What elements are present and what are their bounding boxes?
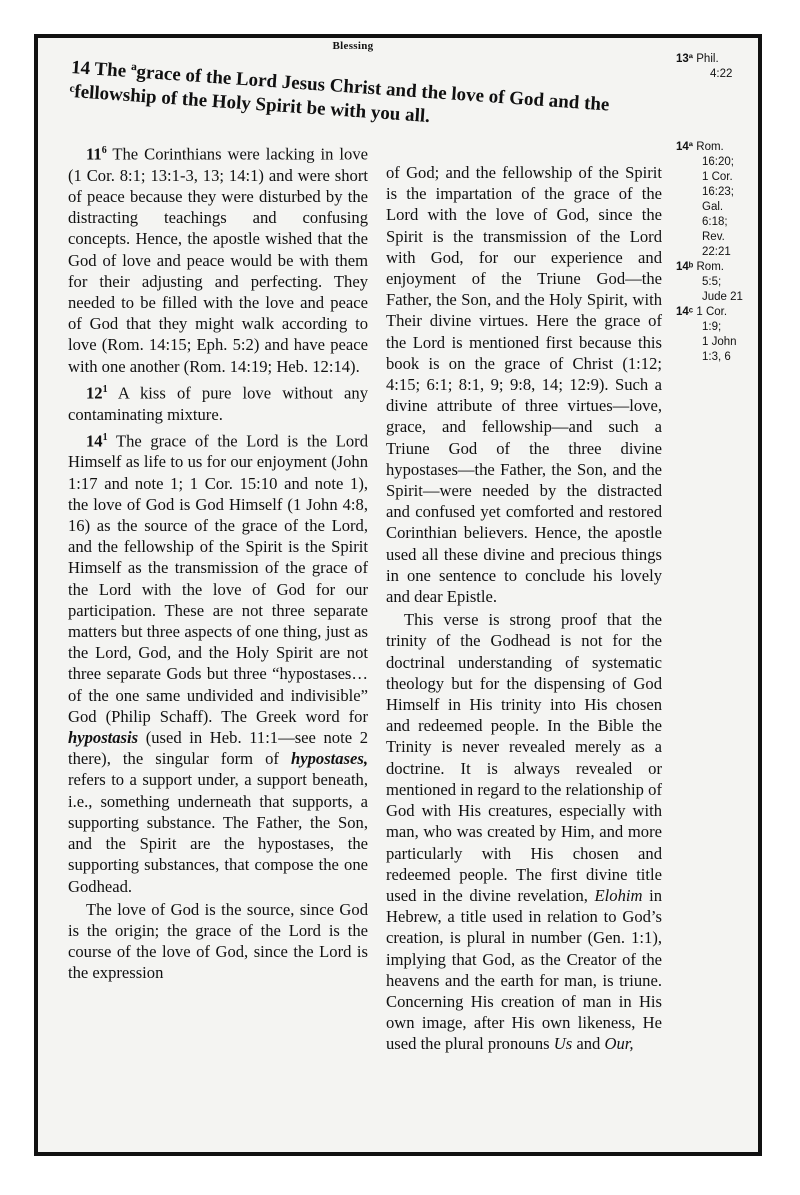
note-text: in Hebrew, a title used in relation to God’s creation, is plural in number (Gen. 1:1), implying that God, as the Creator of the heavens and the earth for man, is triune. Concerning His creation of man in His own image, after His own likeness, He used the plural pronouns: [386, 885, 662, 1054]
note-text: refers to a support under, a support beneath, i.e., something underneath that supports, a supporting substance. The Father, the Son, and the Spirit are the hypostases, the supporting substances, that compose the one Godhead.: [68, 770, 368, 896]
right-column: [386, 162, 662, 1055]
note-text: The love of God is the source, since God is the origin; the grace of the Lord is the course of the love of God, since the Lord is the expression: [68, 899, 368, 983]
note-14-1-trinity: [386, 609, 662, 1054]
note-14-1: [68, 427, 368, 897]
margin-ref-line: Rom.: [696, 261, 724, 273]
margin-ref-line: Rom.: [696, 141, 724, 153]
margin-ref-label: 14ª: [676, 141, 694, 153]
running-note: [48, 40, 658, 52]
italic-term: Us: [553, 1034, 573, 1054]
italic-term: Elohim: [594, 885, 643, 905]
note-12-1: [68, 379, 368, 425]
note-14-1-cont-right: [386, 162, 662, 607]
margin-ref-line: Gal.: [702, 201, 724, 213]
margin-ref-14c: [676, 305, 756, 365]
margin-ref-line: 1 Cor.: [696, 306, 728, 318]
note-text: The grace of the Lord is the Lord Himself as life to us for our enjoyment (John 1:17 and note 1; 1 Cor. 15:10 and note 1), the love of God is God Himself (1 John 4:8, 16) as the source of the grace of the Lord, and the fellowship of the Spirit is the Spirit Himself as the transmission of the grace of the Lord with the love of God for our participation. These are not three separate matters but three aspects of one thing, just as the Lord, God, and the Holy Spirit are not three separate Gods but three “hypostases… of the one same undivided and indivisible” God (Philip Schaff). The Greek word for: [68, 431, 369, 726]
note-text: A kiss of pure love without any contaminating mixture.: [68, 383, 368, 424]
margin-ref-line: 1:3, 6: [702, 351, 731, 363]
margin-ref-line: 1 Cor.: [702, 171, 733, 183]
margin-ref-line: 16:23;: [702, 186, 734, 198]
margin-ref-line: 22:21: [702, 246, 731, 258]
margin-ref-label: 13ª: [676, 53, 694, 65]
margin-ref-line: 16:20;: [702, 156, 734, 168]
margin-refs-top: [676, 52, 756, 82]
note-text: of God; and the fellowship of the Spirit is the impartation of the grace of the Lord with the love of God, since the Spirit is the transmission of the Lord with God, for our experience and enjoyment of the Triune God—the Father, the Son, and the Holy Spirit, with Their divine virtues. Here the grace of the Lord is mentioned first because this book is on the grace of Christ (1:12; 4:15; 6:1; 8:1, 9; 9:8, 14; 12:9). Such a divine attribute of three virtues—love, grace, and fellowship—and such a Triune God of the three divine hypostases—the Father, the Son, and the Spirit—were needed by the distracted and confused yet comforted and restored Corinthian believers. Hence, the apostle used all these divine and precious things in one sentence to conclude his lovely and dear Epistle.: [386, 163, 662, 607]
margin-ref-label: 14ᵇ: [676, 261, 694, 273]
margin-ref-14a: [676, 140, 756, 260]
note-text: (used in Heb. 11:1—see note 2 there), the singular form of: [68, 728, 368, 769]
margin-ref-line: Rev.: [702, 231, 725, 243]
note-sup: 1: [102, 431, 108, 443]
note-text: The Corinthians were lacking in love (1 Cor. 8:1; 13:1-3, 13; 14:1) and were short of peace because they were disturbed by the distracting teachings and confusing concepts. Hence, the apostle wished that the God of love and peace would be with them for their adjusting and perfecting. They needed to be filled with the love and peace of God that they might walk according to love (Rom. 14:15; Eph. 5:2) and have peace with one another (Rom. 14:19; Heb. 12:14).: [68, 144, 368, 376]
margin-ref-line: 1:9;: [702, 321, 722, 333]
italic-term: hypostasis: [68, 728, 139, 748]
margin-ref-14b: [676, 260, 756, 305]
margin-ref-label: 14ᶜ: [676, 306, 694, 318]
margin-refs-main: [676, 140, 756, 365]
note-text: This verse is strong proof that the trinity of the Godhead is not for the doctrinal understanding of systematic theology but for the dispensing of God Himself in His trinity into His chosen and redeemed people. In the Bible the Trinity is never revealed merely as a doctrine. It is always revealed or mentioned in regard to the relationship of God with His creatures, especially with man, who was created by Him, and more particularly with His chosen and redeemed people. The first divine title used in the divine revelation,: [386, 610, 662, 905]
verse-text: 14 The ªgrace of the Lord Jesus Christ and the love of God and the ᶜfellowship of the Holy Spirit be with you all.: [68, 56, 611, 128]
note-sup: 1: [102, 383, 108, 395]
note-number: 11: [86, 144, 102, 164]
margin-ref-line: 1 John: [702, 336, 737, 348]
margin-ref-line: 6:18;: [702, 216, 728, 228]
margin-ref-line: 4:22: [710, 68, 733, 80]
note-sup: 6: [101, 145, 107, 156]
margin-ref-line: Jude 21: [702, 291, 743, 303]
note-number: 12: [86, 383, 103, 403]
left-column: [68, 140, 368, 984]
blessing-note: Blessing: [332, 40, 374, 52]
note-number: 14: [86, 431, 103, 451]
italic-term: hypostases,: [291, 749, 368, 769]
italic-term: Our,: [604, 1034, 634, 1054]
note-11-6: [68, 140, 368, 377]
margin-ref-line: Phil.: [696, 53, 719, 65]
note-text: and: [572, 1034, 605, 1054]
margin-ref-line: 5:5;: [702, 276, 722, 288]
note-14-1-cont: [68, 899, 368, 984]
